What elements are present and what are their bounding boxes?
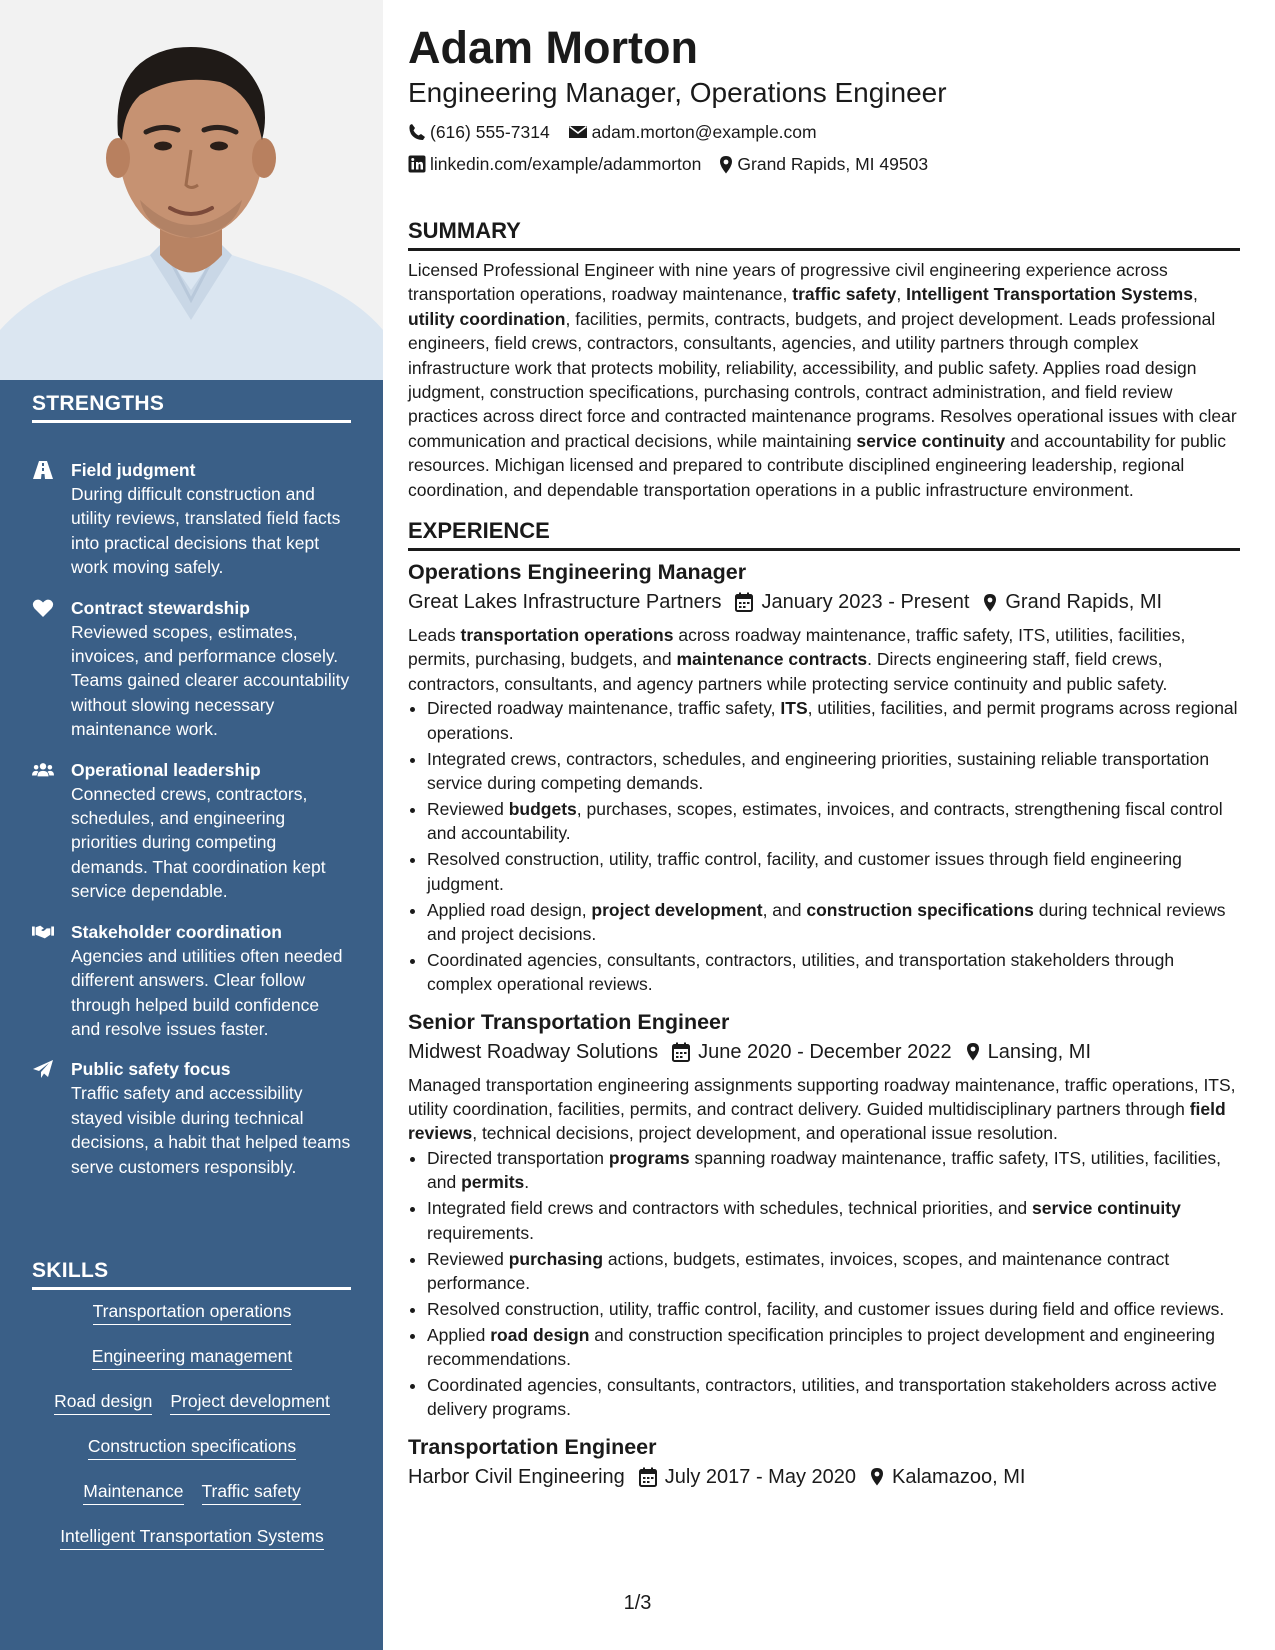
job-dates: June 2020 - December 2022 <box>698 1040 952 1063</box>
email-address[interactable]: adam.morton@example.com <box>591 121 817 142</box>
skill-tag: Project development <box>170 1390 330 1415</box>
candidate-name: Adam Morton <box>408 22 698 73</box>
job-location: Kalamazoo, MI <box>892 1465 1026 1488</box>
skills-heading: SKILLS <box>32 1259 351 1290</box>
calendar-icon <box>672 1042 690 1062</box>
job-dates: January 2023 - Present <box>761 591 970 614</box>
paper-plane-icon <box>32 1059 54 1079</box>
strength-description: Agencies and utilities often needed different answers. Clear follow through helped build confidence and resolve issues faster. <box>71 945 343 1039</box>
strengths-heading: STRENGTHS <box>32 392 351 423</box>
job-description: Leads transportation operations across roadway maintenance, traffic safety, ITS, utilities, facilities, permits, purchasing, budgets, and maintenance contracts. Directs engineering staff, field crews, contractors, consultants, and agency partners while protecting service continuity and public safety. <box>408 625 1186 694</box>
job-bullet: • Applied road design, project development, and construction specifications during technical reviews and project decisions. <box>427 898 1240 947</box>
strength-item <box>32 458 352 580</box>
skills-row <box>32 1300 352 1345</box>
job-entry <box>408 1432 1240 1492</box>
strength-description: Reviewed scopes, estimates, invoices, and performance closely. Teams gained clearer accountability without slowing necessary maintenance work. <box>71 621 350 740</box>
job-bullet: • Reviewed purchasing actions, budgets, estimates, invoices, scopes, and maintenance contract performance. <box>427 1247 1240 1296</box>
strength-item <box>32 758 352 904</box>
strength-title: Public safety focus <box>71 1059 231 1080</box>
road-icon <box>32 460 54 480</box>
job-meta <box>408 1462 1240 1492</box>
job-entry <box>408 557 1240 997</box>
strengths-list <box>32 458 352 1195</box>
skill-tag: Transportation operations <box>93 1300 292 1325</box>
skills-row <box>32 1435 352 1480</box>
skill-tag: Maintenance <box>83 1480 183 1505</box>
map-pin-icon <box>870 1467 884 1486</box>
portrait-image <box>0 0 383 380</box>
company-name: Great Lakes Infrastructure Partners <box>408 591 722 614</box>
job-bullet: • Applied road design and construction specification principles to project development and engineering recommendations. <box>427 1323 1240 1372</box>
email-contact[interactable] <box>568 122 817 143</box>
job-dates: July 2017 - May 2020 <box>664 1465 857 1488</box>
company-name: Harbor Civil Engineering <box>408 1465 625 1488</box>
job-meta <box>408 1037 1240 1067</box>
skill-tag: Construction specifications <box>88 1435 296 1460</box>
strength-description: During difficult construction and utility reviews, translated field facts into practical decisions that kept work moving safely. <box>71 484 341 578</box>
main-content <box>408 20 1240 1498</box>
location-contact <box>719 154 928 175</box>
job-title: Senior Transportation Engineer <box>408 1009 730 1034</box>
job-bullets <box>408 696 1240 996</box>
skills-row <box>32 1480 352 1525</box>
job-bullet: • Directed transportation programs spanning roadway maintenance, traffic safety, ITS, utilities, facilities, and permits. <box>427 1146 1240 1195</box>
summary-text: Licensed Professional Engineer with nine years of progressive civil engineering experience across transportation operations, roadway maintenance, traffic safety, Intelligent Transportation Systems, utility coordination, facilities, permits, contracts, budgets, and project development. Leads professional engineers, field crews, contractors, consultants, agencies, and utility partners through complex infrastructure work that protects mobility, reliability, accessibility, and public safety. Applies road design judgment, construction specifications, purchasing controls, contract administration, and field review practices across direct force and contracted maintenance programs. Resolves operational issues with clear communication and practical decisions, while maintaining service continuity and accountability for public resources. Michigan licensed and prepared to contribute disciplined engineering leadership, regional coordination, and dependable transportation operations in a public infrastructure environment. <box>408 260 1237 500</box>
phone-contact <box>408 122 550 143</box>
job-bullet: • Integrated field crews and contractors with schedules, technical priorities, and service continuity requirements. <box>427 1196 1240 1245</box>
job-description: Managed transportation engineering assignments supporting roadway maintenance, traffic operations, ITS, utility coordination, facilities, permits, and contract delivery. Guided multidisciplinary partners through field reviews, technical decisions, project development, and operational issue resolution. <box>408 1074 1236 1144</box>
skill-tag: Road design <box>54 1390 152 1415</box>
skill-tag: Intelligent Transportation Systems <box>60 1525 324 1550</box>
experience-heading: EXPERIENCE <box>408 516 1240 551</box>
map-pin-icon <box>719 155 733 174</box>
linkedin-url[interactable]: linkedin.com/example/adammorton <box>430 153 702 174</box>
handshake-icon <box>32 922 54 942</box>
linkedin-icon <box>408 155 426 173</box>
job-bullet: • Directed roadway maintenance, traffic safety, ITS, utilities, facilities, and permit programs across regional operations. <box>427 696 1240 745</box>
skill-tag: Engineering management <box>92 1345 292 1370</box>
strength-title: Operational leadership <box>71 759 261 780</box>
map-pin-icon <box>966 1042 980 1061</box>
map-pin-icon <box>983 593 997 612</box>
job-bullets <box>408 1146 1240 1422</box>
contact-row <box>408 116 1240 148</box>
job-title: Operations Engineering Manager <box>408 560 747 585</box>
calendar-icon <box>735 592 753 612</box>
job-bullet: • Coordinated agencies, consultants, contractors, utilities, and transportation stakeholders through complex operational reviews. <box>427 948 1240 997</box>
profile-photo <box>0 0 383 380</box>
calendar-icon <box>639 1467 657 1487</box>
job-bullet: • Coordinated agencies, consultants, contractors, utilities, and transportation stakeholders across active delivery programs. <box>427 1373 1240 1422</box>
job-bullet: • Resolved construction, utility, traffic control, facility, and customer issues through field engineering judgment. <box>427 847 1240 896</box>
skill-tag: Traffic safety <box>202 1480 301 1505</box>
strength-description: Traffic safety and accessibility stayed visible during technical decisions, a habit that helped teams serve customers responsibly. <box>71 1083 351 1177</box>
job-bullet: • Reviewed budgets, purchases, scopes, estimates, invoices, and contracts, strengthening fiscal control and accountability. <box>427 797 1240 846</box>
strength-item <box>32 920 352 1042</box>
users-icon <box>32 760 54 780</box>
heart-icon <box>32 598 54 618</box>
page-number: 1/3 <box>623 1592 652 1614</box>
strength-item <box>32 596 352 742</box>
job-location: Grand Rapids, MI <box>1005 591 1163 614</box>
phone-icon <box>408 123 426 141</box>
skills-row <box>32 1525 352 1570</box>
strength-item <box>32 1057 352 1179</box>
job-location: Lansing, MI <box>987 1040 1092 1063</box>
job-bullet: • Integrated crews, contractors, schedules, and engineering priorities, sustaining reliable transportation service during competing demands. <box>427 747 1240 796</box>
job-meta <box>408 587 1240 617</box>
skills-list <box>32 1300 352 1570</box>
contact-row <box>408 148 1240 180</box>
company-name: Midwest Roadway Solutions <box>408 1040 659 1063</box>
strength-title: Contract stewardship <box>71 597 250 618</box>
skills-row <box>32 1390 352 1435</box>
skills-row <box>32 1345 352 1390</box>
job-title: Transportation Engineer <box>408 1434 657 1459</box>
linkedin-contact[interactable] <box>408 154 701 175</box>
location-text: Grand Rapids, MI 49503 <box>737 153 929 174</box>
summary-heading: SUMMARY <box>408 216 1240 251</box>
envelope-icon <box>568 124 588 140</box>
candidate-title: Engineering Manager, Operations Engineer <box>408 77 947 108</box>
phone-number: (616) 555-7314 <box>430 121 550 142</box>
job-bullet: • Resolved construction, utility, traffic control, facility, and customer issues during field and office reviews. <box>427 1297 1240 1321</box>
strength-title: Field judgment <box>71 460 196 480</box>
strength-title: Stakeholder coordination <box>71 921 282 942</box>
job-entry <box>408 1007 1240 1422</box>
sidebar <box>0 0 383 1650</box>
strength-description: Connected crews, contractors, schedules, and engineering priorities during competing demands. That coordination kept service dependable. <box>71 783 326 902</box>
